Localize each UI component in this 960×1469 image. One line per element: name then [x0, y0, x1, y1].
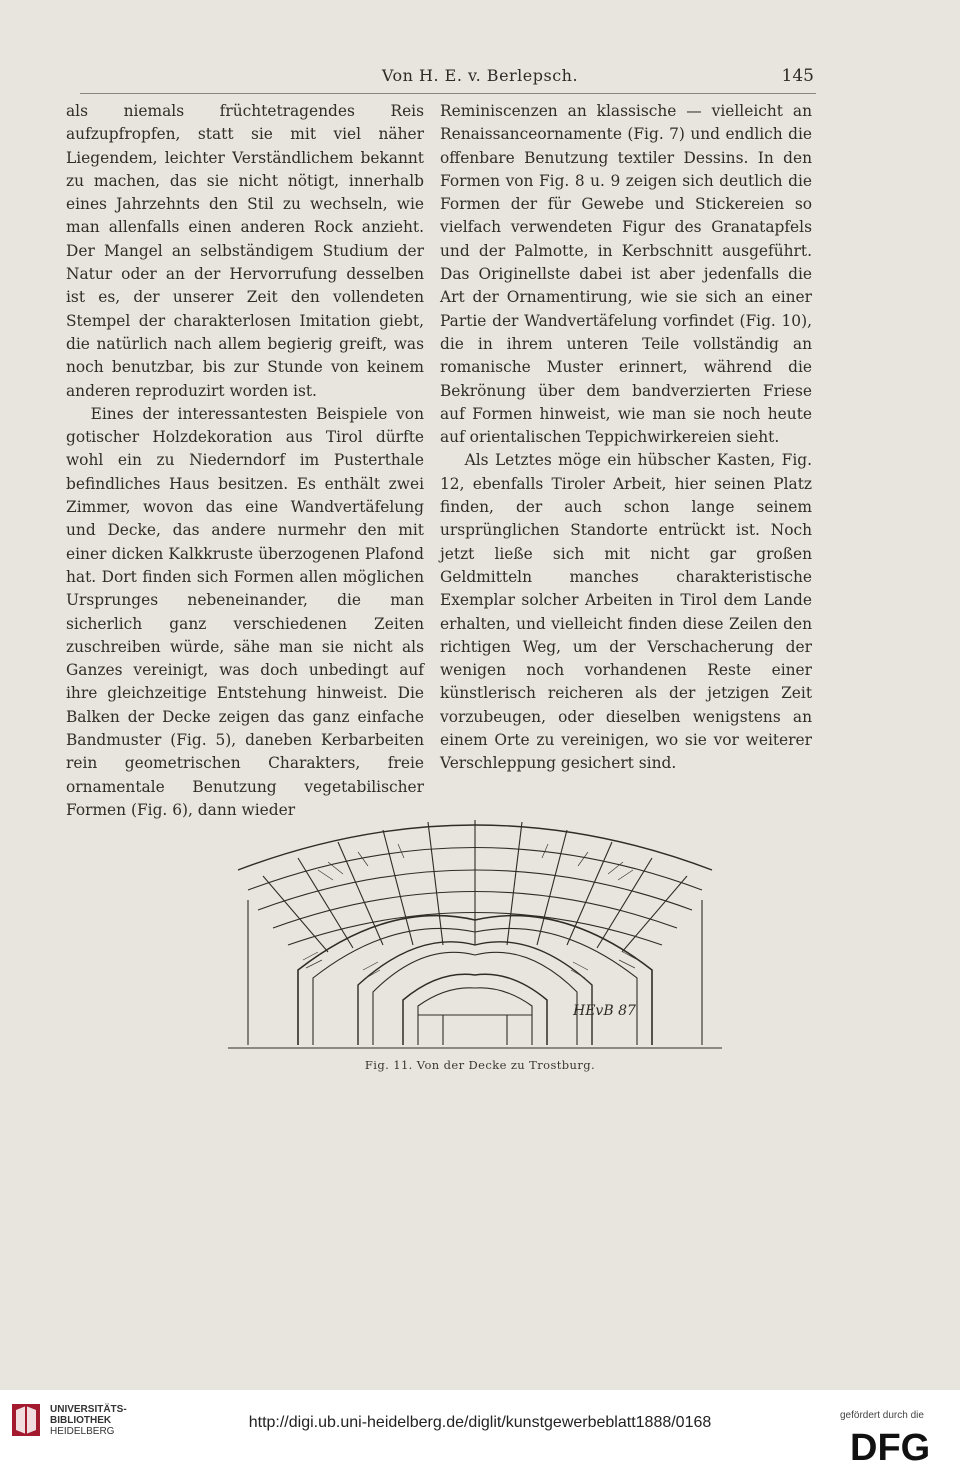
page-number: 145	[781, 66, 814, 86]
right-paragraph-1: Reminiscenzen an klassische — vielleicht an Renaissanceornamente (Fig. 7) und endlich die offenbare Benutzung textiler Dessins. In den Formen von Fig. 8 u. 9 zeigen sich deutlich die Formen der für Gewebe und Stickereien so vielfach verwendeten Figur des Granatapfels und der Palmotte, in Kerbschnitt ausgeführt. Das Originellste dabei ist aber jedenfalls die Art der Ornamentirung, wie sie sich an einer Partie der Wandvertäfelung vorfindet (Fig. 10), die in ihrem unteren Teile vollständig an romanische Muster erinnert, während die Bekrönung über dem bandverzierten Friese auf Formen hinweist, wie man sie noch heute auf orientalischen Teppichwirkereien sieht.	[440, 102, 812, 447]
library-name-line-3: HEIDELBERG	[50, 1426, 115, 1437]
library-name-line-2: BIBLIOTHEK	[50, 1415, 112, 1426]
figure-caption: Fig. 11. Von der Decke zu Trostburg.	[364, 1058, 596, 1072]
library-name-line-1: UNIVERSITÄTS-	[50, 1404, 127, 1415]
left-paragraph-1: als niemals früchtetragendes Reis aufzupfropfen, statt sie mit viel näher Liegendem, leichter Verständlichem bekannt zu machen, das sie nicht nötigt, innerhalb eines Jahrzehnts den Stil zu wechseln, wie man allenfalls einen anderen Rock anzieht. Der Mangel an selbständigem Studium der Natur oder an der Hervorrufung desselben ist es, der unserer Zeit den vollendeten Stempel der charakterlosen Imitation giebt, die natürlich nach allem begierig greift, was noch benutzbar, bis zur Stunde von keinem anderen reproduzirt worden ist.	[66, 102, 424, 400]
ceiling-illustration	[228, 810, 722, 1050]
left-paragraph-2: Eines der interessantesten Beispiele von gotischer Holzdekoration aus Tirol dürfte wohl ein zu Niederndorf im Pusterthale befindliches Haus besitzen. Es enthält zwei Zimmer, wovon das eine Wandvertäfelung und Decke, das andere nurmehr den mit einer dicken Kalkkruste überzogenen Plafond hat. Dort finden sich Formen allen möglichen Ursprunges nebeneinander, die man sicherlich ganz verschiedenen Zeiten zuschreiben würde, sähe man sie nicht als Ganzes vereinigt, was doch unbedingt auf ihre gleichzeitige Entstehung hinweist. Die Balken der Decke zeigen das ganz einfache Bandmuster (Fig. 5), daneben Kerbarbeiten rein geometrischen Charakters, freie ornamentale Benutzung vegetabilischer Formen (Fig. 6), dann wieder	[66, 404, 424, 819]
right-paragraph-2: Als Letztes möge ein hübscher Kasten, Fig. 12, ebenfalls Tiroler Arbeit, hier seinen Platz finden, der auch schon lange seinem ursprünglichen Standorte entrückt ist. Noch jetzt ließe sich mit nicht gar großen Geldmitteln manches charakteristische Exemplar solcher Arbeiten in Tirol dem Lande erhalten, und vielleicht finden diese Zeilen den richtigen Weg, um der Verschacherung der wenigen noch vorhandenen Reste einer künstlerisch reicheren als der jetzigen Zeit vorzubeugen, oder dieselben wenigstens an einem Orte zu vereinigen, wo sie vor weiterer Verschleppung gesichert sind.	[440, 451, 812, 773]
left-column	[66, 100, 424, 822]
dfg-logo-text: DFG	[850, 1427, 931, 1464]
funded-by-label: gefördert durch die	[840, 1410, 924, 1421]
figure-signature: HEvB 87	[573, 1003, 636, 1019]
dfg-logo	[850, 1426, 950, 1464]
running-head: Von H. E. v. Berlepsch.	[381, 66, 579, 85]
right-column	[440, 100, 812, 776]
header-rule	[80, 93, 816, 94]
digitization-url[interactable]: http://digi.ub.uni-heidelberg.de/diglit/kunstgewerbeblatt1888/0168	[248, 1414, 712, 1431]
